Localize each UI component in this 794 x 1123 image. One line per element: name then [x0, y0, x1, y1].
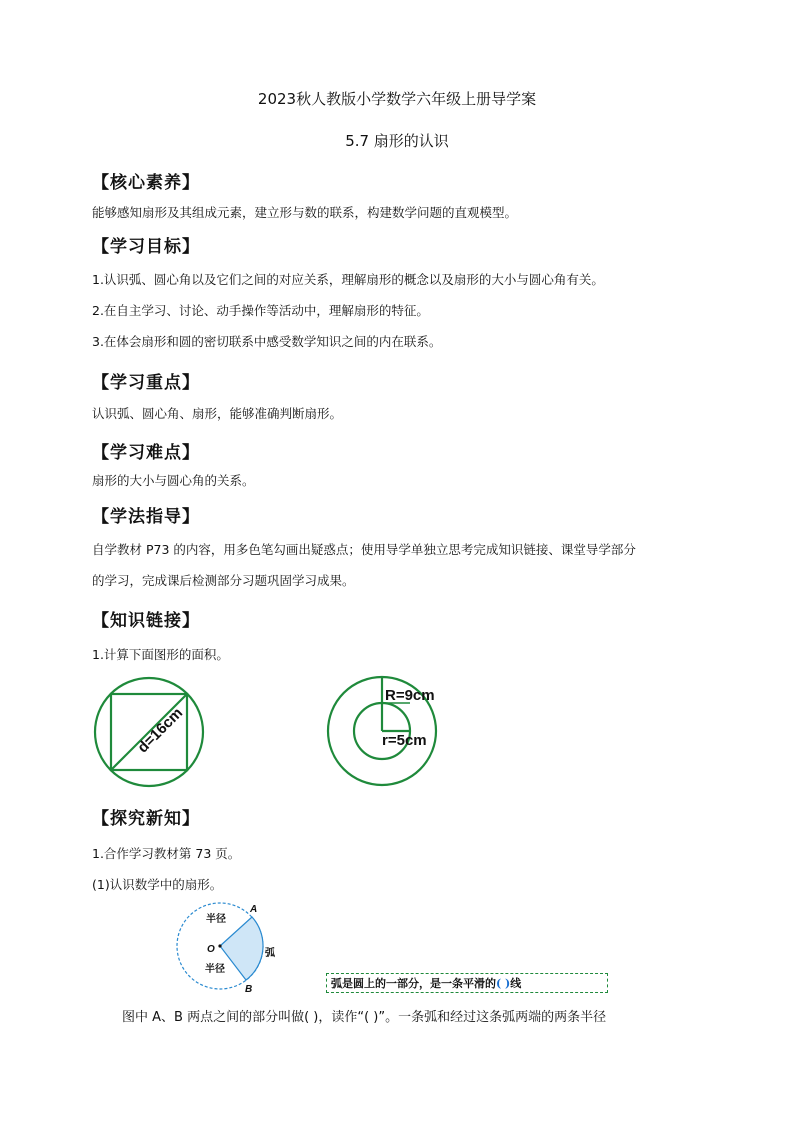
- doc-title: 2023秋人教版小学数学六年级上册导学案: [257, 90, 537, 108]
- arc-callout-box: [326, 973, 608, 993]
- center-point: [218, 944, 221, 947]
- inner-radius-label: r=5cm: [382, 732, 427, 749]
- point-b-label: B: [245, 984, 253, 995]
- radius-label-top: 半径: [206, 914, 226, 925]
- difficulty-text: 扇形的大小与圆心角的关系。: [92, 473, 255, 488]
- goal-item-1: 1.认识弧、圆心角以及它们之间的对应关系，理解扇形的概念以及扇形的大小与圆心角有关。: [92, 272, 604, 287]
- method-line-2: 的学习，完成课后检测部分习题巩固学习成果。: [92, 573, 355, 588]
- heading-core: 【核心素养】: [92, 173, 200, 193]
- callout-blank: ( ): [496, 977, 511, 990]
- arc-label: 弧: [265, 948, 275, 959]
- heading-difficulty: 【学习难点】: [92, 443, 200, 463]
- heading-key: 【学习重点】: [92, 373, 200, 393]
- figure-square-in-circle: [92, 675, 214, 789]
- goal-item-2: 2.在自主学习、讨论、动手操作等活动中，理解扇形的特征。: [92, 303, 429, 318]
- explore-bottom-text: 图中 A、B 两点之间的部分叫做( )，读作“( )”。一条弧和经过这条弧两端的两条半径: [122, 1010, 607, 1025]
- outer-radius-label: R=9cm: [385, 687, 435, 704]
- core-text: 能够感知扇形及其组成元素，建立形与数的联系，构建数学问题的直观模型。: [92, 205, 518, 220]
- doc-subtitle: 5.7 扇形的认识: [345, 132, 449, 150]
- callout-text-before: 弧是圆上的一部分，是一条平滑的: [331, 977, 496, 990]
- link-item: 1.计算下面图形的面积。: [92, 647, 229, 662]
- sector-shape: [220, 917, 263, 980]
- heading-method: 【学法指导】: [92, 507, 200, 527]
- heading-link: 【知识链接】: [92, 611, 200, 631]
- goal-item-3: 3.在体会扇形和圆的密切联系中感受数学知识之间的内在联系。: [92, 334, 442, 349]
- radius-label-bottom: 半径: [205, 964, 225, 975]
- callout-text-after: 线: [510, 977, 522, 990]
- method-line-1: 自学教材 P73 的内容，用多色笔勾画出疑惑点；使用导学单独立思考完成知识链接、课堂导学部分: [92, 542, 636, 557]
- figure-sector: [172, 898, 282, 998]
- heading-explore: 【探究新知】: [92, 809, 200, 829]
- point-o-label: O: [207, 944, 215, 955]
- key-text: 认识弧、圆心角、扇形，能够准确判断扇形。: [92, 406, 343, 421]
- diameter-label: d=16cm: [134, 704, 187, 757]
- explore-item-1: 1.合作学习教材第 73 页。: [92, 846, 241, 861]
- explore-item-2: (1)认识数学中的扇形。: [92, 877, 223, 892]
- point-a-label: A: [250, 904, 258, 915]
- heading-goals: 【学习目标】: [92, 237, 200, 257]
- figure-ring: [326, 675, 442, 791]
